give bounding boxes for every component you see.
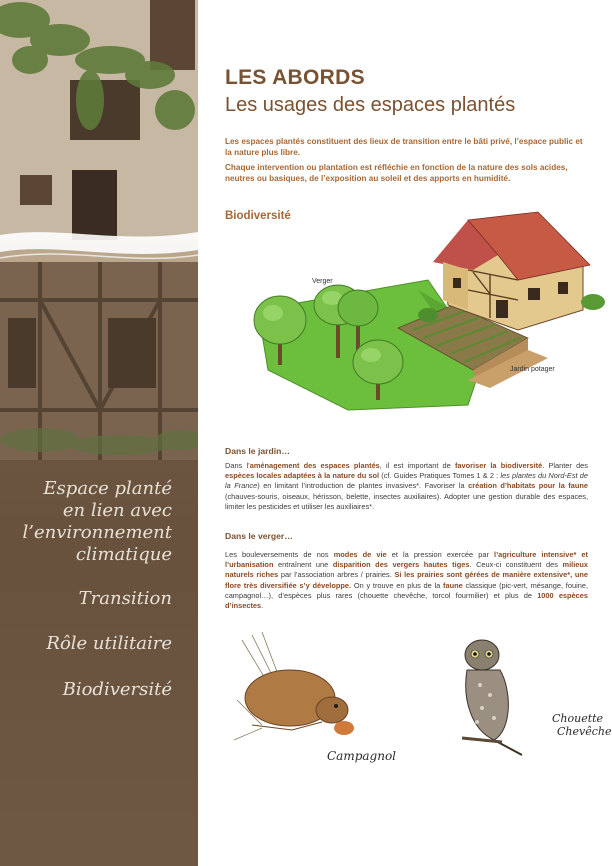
campagnol-drawing xyxy=(234,632,396,763)
animal-illustrations xyxy=(232,630,612,780)
label-jardin-potager: Jardin potager xyxy=(510,366,555,373)
garden-illustration xyxy=(228,210,612,430)
menu-line: Espace planté xyxy=(43,478,172,499)
verger-paragraph: Les bouleversements de nos modes de vie et la pression exercée par l’agriculture intensive* et l’urbanisation entraînent une disparition des vergers hautes tiges. Ceux-ci constituent des milieux naturels riches par l’association arbres / prairies. Si les prairies sont gérées de manière extensive*, une flore très diversifiée s’y développe. On y trouve en plus de la faune classique (pic-vert, mésange, fouine, campagnol…), d’espèces plus rares (chouette chevêche, torcol fourmilier) et plus de 1000 espèces d’insectes. xyxy=(225,550,589,611)
menu-line: l’environnement xyxy=(22,522,172,543)
menu-line: climatique xyxy=(75,544,172,565)
sidebar-item-espace-plante xyxy=(0,478,172,566)
page-subtitle: Les usages des espaces plantés xyxy=(225,94,516,116)
chouette-caption-line-2: Chevêche xyxy=(557,725,612,738)
intro-paragraph-2: Chaque intervention ou plantation est réfléchie en fonction de la nature des sols acides, neutres ou basiques, de l’exposition au soleil et des apports en humidité. xyxy=(225,163,568,183)
campagnol-and-owl-drawing xyxy=(232,630,612,780)
orchard-house-drawing xyxy=(228,210,612,430)
campagnol-caption: Campagnol xyxy=(327,749,397,763)
intro-text xyxy=(225,136,590,188)
chouette-caption-line-1: Chouette xyxy=(552,712,604,725)
subheading-verger: Dans le verger… xyxy=(225,531,293,541)
sidebar-item-biodiversite: Biodiversité xyxy=(62,679,172,700)
label-verger: Verger xyxy=(312,278,333,285)
page-title: LES ABORDS xyxy=(225,66,365,89)
intro-paragraph-1: Les espaces plantés constituent des lieux de transition entre le bâti privé, l’espace public et la nature plus libre. xyxy=(225,137,583,157)
chouette-drawing xyxy=(462,640,612,755)
sidebar-menu xyxy=(0,478,172,701)
jardin-paragraph: Dans l’aménagement des espaces plantés, il est important de favoriser la biodiversité. Planter des espèces locales adaptées à la nature du sol (cf. Guides Pratiques Tomes 1 & 2 : les plantes du Nord-Est de la France) en limitant l’introduction de plantes invasives*. Favoriser la création d’habitats pour la faune (chauves-souris, oiseaux, hérisson, belette, insectes auxiliaires). Adopter une gestion durable des espaces, limiter les pesticides et utiliser les auxiliaires*. xyxy=(225,461,589,511)
sidebar-item-transition: Transition xyxy=(78,588,172,609)
section-heading-biodiversite: Biodiversité xyxy=(225,210,291,222)
sidebar-item-role-utilitaire: Rôle utilitaire xyxy=(46,633,172,654)
menu-line: en lien avec xyxy=(62,500,172,521)
subheading-jardin: Dans le jardin… xyxy=(225,446,290,456)
sidebar-photo-panel xyxy=(0,0,198,866)
